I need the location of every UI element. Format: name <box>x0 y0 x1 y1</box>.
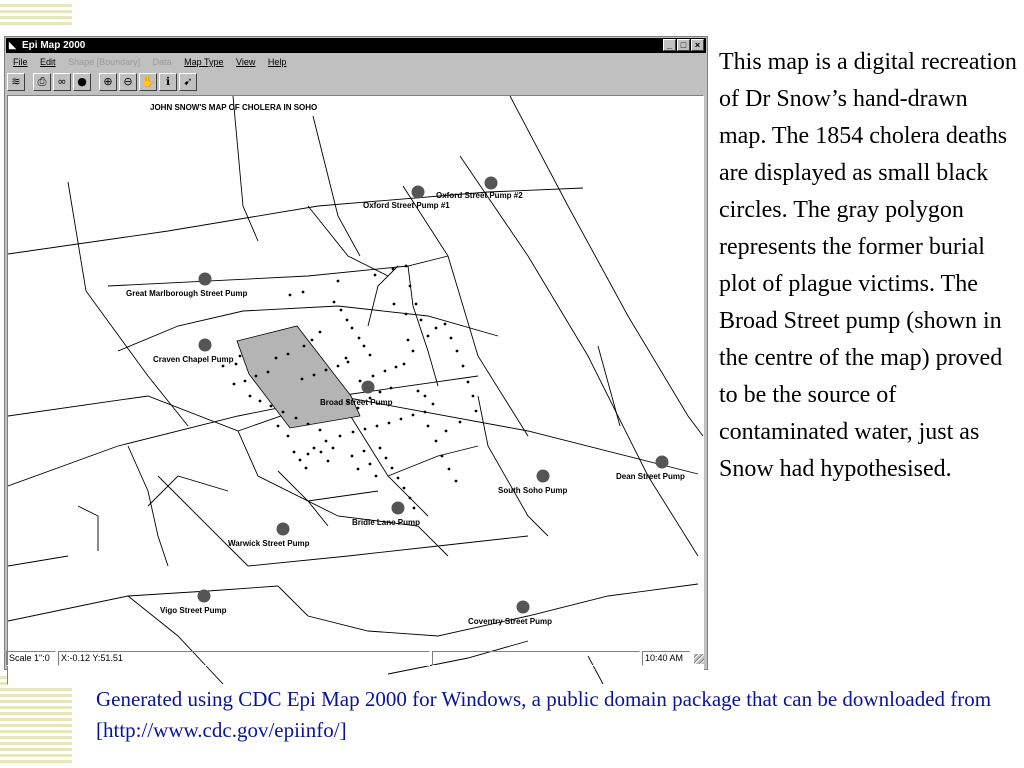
menu-shape-boundary[interactable]: Shape [Boundary] <box>68 57 141 67</box>
pumps <box>126 177 685 627</box>
zoom-in-icon[interactable]: ⊕ <box>99 73 117 91</box>
binoculars-icon[interactable]: ∞ <box>53 73 71 91</box>
pump-marker <box>485 177 498 190</box>
app-icon: ◣ <box>9 40 16 51</box>
status-empty <box>432 651 640 666</box>
pump-label: Coventry Street Pump <box>468 617 553 626</box>
pump-label: Warwick Street Pump <box>228 539 310 548</box>
zoom-out-icon[interactable]: ⊖ <box>119 73 137 91</box>
pump-warwick-street[interactable] <box>228 523 310 549</box>
menu-file[interactable]: File <box>13 57 28 67</box>
pump-marker <box>412 186 425 199</box>
pump-label: Craven Chapel Pump <box>153 355 234 364</box>
status-bar <box>6 650 706 668</box>
footer-text: Generated using CDC Epi Map 2000 for Windows, a public domain package that can be downloaded from [http://www.cdc.gov/epiinfo/] <box>96 687 992 742</box>
pump-marker <box>537 470 550 483</box>
status-scale: Scale 1":0 <box>6 651 56 666</box>
decorative-lines-top <box>0 4 72 28</box>
pump-label: Broad Street Pump <box>320 398 393 407</box>
pump-great-marlborough[interactable] <box>126 273 247 299</box>
pump-marker <box>277 523 290 536</box>
menu-edit[interactable]: Edit <box>40 57 56 67</box>
pump-label: Oxford Street Pump #1 <box>363 201 450 210</box>
title-bar[interactable] <box>6 38 706 53</box>
decorative-lines-bottom <box>0 676 72 766</box>
menu-bar <box>6 54 706 70</box>
pump-marker <box>656 456 669 469</box>
status-coordinates: X:-0.12 Y:51.51 <box>58 651 430 666</box>
pump-craven-chapel[interactable] <box>153 339 234 365</box>
menu-map-type[interactable]: Map Type <box>184 57 224 67</box>
pan-hand-icon[interactable]: ✋ <box>139 73 157 91</box>
layers-icon[interactable]: ≋ <box>7 73 25 91</box>
map-title: JOHN SNOW'S MAP OF CHOLERA IN SOHO <box>150 103 318 112</box>
pump-label: Dean Street Pump <box>616 472 685 481</box>
identify-icon[interactable]: ➹ <box>179 73 197 91</box>
pump-label: Great Marlborough Street Pump <box>126 289 248 298</box>
print-icon[interactable]: ⎙ <box>33 73 51 91</box>
window-title: Epi Map 2000 <box>22 40 86 51</box>
description-text: This map is a digital recreation of Dr Snow’s hand-drawn map. The 1854 cholera deaths are displayed as small black circles. The gray polygon represents the former burial plot of plague victims. The Broad Street pump (shown in the centre of the map) proved to be the source of contaminated water, just as Snow had hypothesised. <box>719 49 1017 482</box>
maximize-button[interactable]: □ <box>677 39 690 51</box>
pump-marker <box>198 590 211 603</box>
stamp-icon[interactable]: ● <box>73 73 91 91</box>
close-button[interactable]: × <box>691 39 704 51</box>
pump-label: Bridle Lane Pump <box>352 518 421 527</box>
minimize-button[interactable]: _ <box>663 39 676 51</box>
status-time: 10:40 AM <box>642 651 690 666</box>
toolbar <box>7 71 197 93</box>
pump-marker <box>517 601 530 614</box>
epi-map-window <box>4 36 708 670</box>
pump-marker <box>392 502 405 515</box>
pump-marker <box>199 339 212 352</box>
menu-help[interactable]: Help <box>267 57 287 67</box>
map-canvas[interactable] <box>7 95 704 685</box>
info-icon[interactable]: ℹ <box>159 73 177 91</box>
pump-label: South Soho Pump <box>498 486 568 495</box>
menu-data[interactable]: Data <box>152 57 172 67</box>
resize-grip-icon[interactable] <box>694 654 704 664</box>
window-controls <box>663 39 704 51</box>
pump-oxford-street-2[interactable] <box>436 177 523 201</box>
pump-marker <box>199 273 212 286</box>
map-svg <box>8 96 703 684</box>
pump-label: Vigo Street Pump <box>160 606 227 615</box>
pump-bridle-lane[interactable] <box>352 502 420 528</box>
pump-label: Oxford Street Pump #2 <box>436 191 523 200</box>
street-lines <box>8 96 703 684</box>
pump-marker <box>362 381 375 394</box>
menu-view[interactable]: View <box>236 57 256 67</box>
